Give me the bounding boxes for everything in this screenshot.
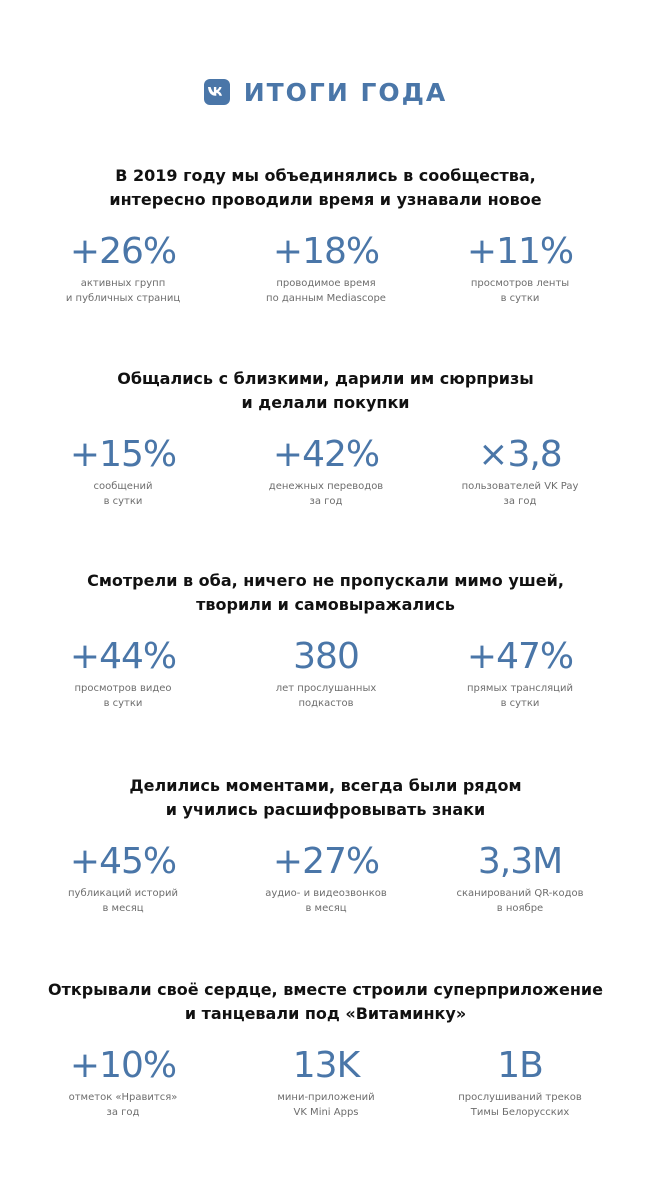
section-communities [0, 164, 651, 304]
stat-item [226, 435, 426, 509]
stat-description: публикаций историй в месяц [68, 888, 178, 914]
header [0, 76, 651, 108]
stat-description: прослушиваний треков Тимы Белорусских [458, 1092, 582, 1118]
stat-item [420, 842, 620, 916]
stat-value: +44% [69, 636, 177, 677]
page-title: ИТОГИ ГОДА [243, 77, 448, 107]
stat-description: мини-приложений VK Mini Apps [277, 1092, 375, 1118]
stat-value: +27% [272, 841, 380, 882]
stat-value: 3,3M [477, 841, 563, 882]
section-moments [0, 774, 651, 914]
section-communication [0, 367, 651, 507]
stat-item [23, 637, 223, 711]
section-superapp [0, 978, 651, 1118]
stat-item [226, 637, 426, 711]
stat-value: +26% [69, 231, 177, 272]
section-heading: Смотрели в оба, ничего не пропускали мимо ушей, творили и самовыражались [87, 571, 564, 614]
stat-description: проводимое время по данным Mediascope [266, 278, 386, 304]
stat-description: лет прослушанных подкастов [275, 683, 377, 709]
section-heading: Открывали своё сердце, вместе строили суперприложение и танцевали под «Витаминку» [48, 980, 603, 1023]
stat-item [420, 435, 620, 509]
stat-value: 13K [292, 1045, 360, 1086]
stat-value: ×3,8 [478, 434, 562, 475]
section-heading: Общались с близкими, дарили им сюрпризы и делали покупки [117, 369, 534, 412]
section-heading: Делились моментами, всегда были рядом и учились расшифровывать знаки [129, 776, 522, 819]
stats-row [0, 435, 651, 515]
stat-item [226, 1046, 426, 1120]
stat-description: сканирований QR-кодов в ноябре [456, 888, 584, 914]
stat-item [420, 637, 620, 711]
stats-row [0, 842, 651, 922]
stat-description: просмотров видео в сутки [74, 683, 172, 709]
stat-item [420, 1046, 620, 1120]
section-heading: В 2019 году мы объединялись в сообщества, интересно проводили время и узнавали новое [109, 166, 542, 209]
stat-item [226, 232, 426, 306]
stats-row [0, 637, 651, 717]
stat-description: сообщений в сутки [93, 481, 153, 507]
stat-item [23, 435, 223, 509]
stat-description: отметок «Нравится» за год [68, 1092, 178, 1118]
vk-logo-glyph [207, 86, 227, 98]
stat-item [226, 842, 426, 916]
stat-value: +11% [466, 231, 574, 272]
stat-description: просмотров ленты в сутки [470, 278, 570, 304]
stat-item [23, 842, 223, 916]
vk-logo-icon [204, 79, 230, 105]
stats-row [0, 1046, 651, 1126]
section-media [0, 569, 651, 709]
stat-item [23, 232, 223, 306]
stat-value: 380 [293, 636, 359, 677]
stat-value: +15% [69, 434, 177, 475]
stat-description: аудио- и видеозвонков в месяц [265, 888, 387, 914]
stat-value: +10% [69, 1045, 177, 1086]
stat-value: +45% [69, 841, 177, 882]
stat-description: пользователей VK Pay за год [461, 481, 579, 507]
stat-value: +47% [466, 636, 574, 677]
stats-row [0, 232, 651, 312]
stat-description: денежных переводов за год [268, 481, 384, 507]
stat-value: +42% [272, 434, 380, 475]
stat-item [420, 232, 620, 306]
stat-value: 1B [497, 1045, 543, 1086]
stat-value: +18% [272, 231, 380, 272]
stat-description: активных групп и публичных страниц [65, 278, 181, 304]
stat-description: прямых трансляций в сутки [467, 683, 573, 709]
stat-item [23, 1046, 223, 1120]
